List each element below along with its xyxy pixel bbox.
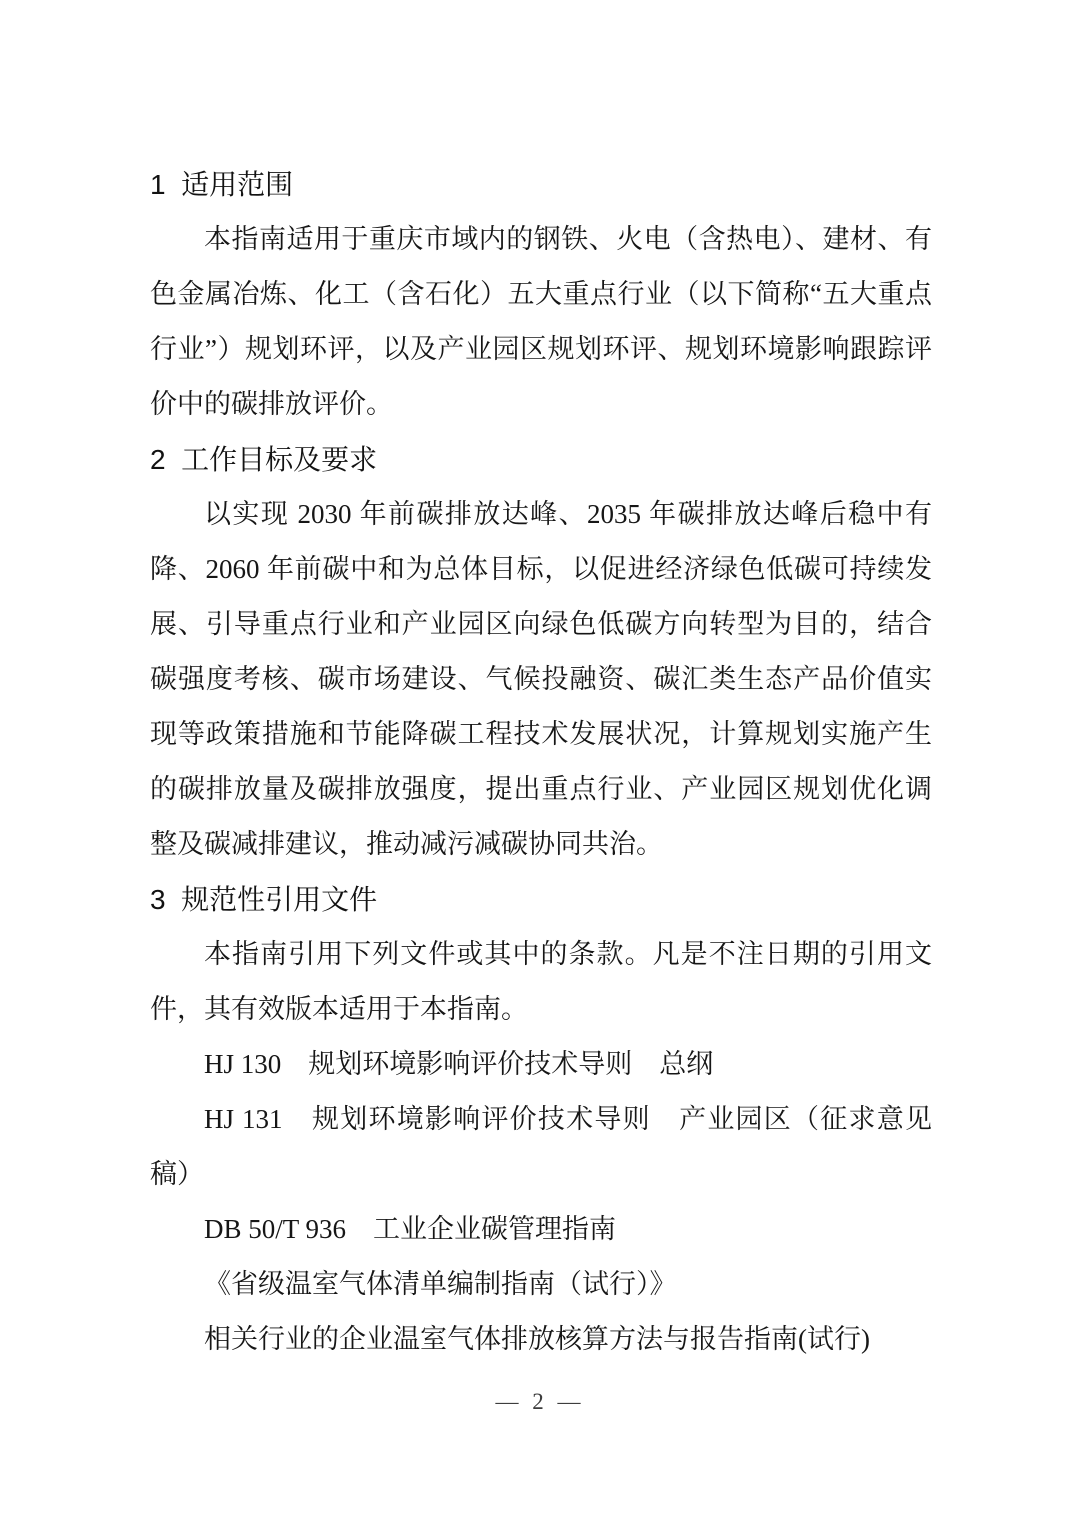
page-footer [0,1386,1080,1418]
reference-item: 《省级温室气体清单编制指南（试行）》 [204,1269,677,1299]
body-paragraph: 以实现 2030 年前碳排放达峰、2035 年碳排放达峰后稳中有降、2060 年前碳中和为总体目标，以促进经济绿色低碳可持续发展、引导重点行业和产业园区向绿色低碳方向转型为目的，结合碳强度考核、碳市场建设、气候投融资、碳汇类生态产品价值实现等政策措施和节能降碳工程技术发展状况，计算规划实施产生的碳排放量及碳排放强度，提出重点行业、产业园区规划优化调整及碳减排建议，推动减污减碳协同共治。 [150,499,932,859]
section-scope [150,157,932,432]
section-heading: 2 工作目标及要求 [150,444,378,475]
section-references [150,872,932,1367]
reference-item: DB 50/T 936 工业企业碳管理指南 [204,1214,617,1244]
reference-item: HJ 130 规划环境影响评价技术导则 总纲 [204,1049,714,1079]
body-paragraph: 本指南适用于重庆市域内的钢铁、火电（含热电）、建材、有色金属冶炼、化工（含石化）五大重点行业（以下简称“五大重点行业”）规划环评，以及产业园区规划环评、规划环境影响跟踪评价中的碳排放评价。 [150,224,932,419]
reference-item: HJ 131 规划环境影响评价技术导则 产业园区（征求意见稿） [150,1104,932,1189]
body-paragraph: 本指南引用下列文件或其中的条款。凡是不注日期的引用文件，其有效版本适用于本指南。 [150,939,932,1024]
page-number: — 2 — [495,1389,585,1414]
section-heading: 3 规范性引用文件 [150,884,378,915]
section-goals [150,432,932,872]
reference-item: 相关行业的企业温室气体排放核算方法与报告指南(试行) [204,1324,870,1354]
section-heading: 1 适用范围 [150,169,294,200]
